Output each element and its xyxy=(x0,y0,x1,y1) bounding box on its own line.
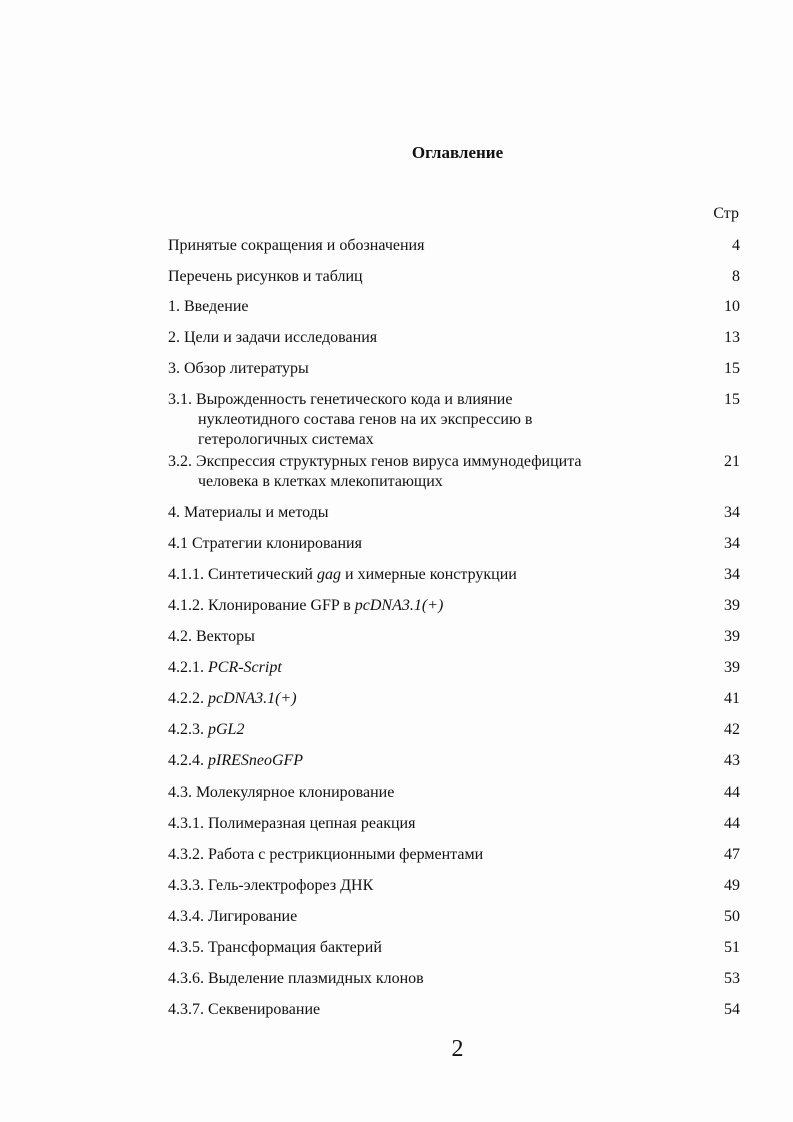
toc-entry-label: 2. Цели и задачи исследования xyxy=(168,329,378,346)
toc-entry-label: Принятые сокращения и обозначения xyxy=(168,237,425,254)
toc-entry-page: 53 xyxy=(724,970,740,987)
toc-entry-label: 4.1 Стратегии клонирования xyxy=(168,535,362,552)
toc-entry xyxy=(168,689,740,709)
toc-entry xyxy=(168,452,740,492)
toc-entry-page: 44 xyxy=(724,815,740,832)
toc-entry-continuation: нуклеотидного состава генов на их экспрессию в xyxy=(198,411,533,428)
toc-entry xyxy=(168,658,740,678)
toc-entry-label-italic: pGL2 xyxy=(208,721,245,738)
toc-entry xyxy=(168,938,740,958)
toc-entry xyxy=(168,297,740,317)
toc-entry-page: 15 xyxy=(724,391,740,408)
toc-entry-page: 42 xyxy=(724,721,740,738)
toc-entry-label-text: 4.1.2. Клонирование GFP в xyxy=(168,597,355,614)
toc-entry-page: 13 xyxy=(724,329,740,346)
toc-entry-label-text: 4.1.1. Синтетический xyxy=(168,566,317,583)
toc-entry xyxy=(168,596,740,616)
toc-entry-label: 4.3.3. Гель-электрофорез ДНК xyxy=(168,877,374,894)
toc-entry-label-italic: gag xyxy=(317,566,341,583)
toc-entry-page: 49 xyxy=(724,877,740,894)
toc-entry xyxy=(168,814,740,834)
toc-entry-page: 50 xyxy=(724,908,740,925)
toc-entry-label: 1. Введение xyxy=(168,298,249,315)
toc-entry-label: 4.3.5. Трансформация бактерий xyxy=(168,939,382,956)
page-title: Оглавление xyxy=(411,143,504,162)
toc-entry xyxy=(168,328,740,348)
toc-entry-label-italic: pcDNA3.1(+) xyxy=(354,597,444,614)
toc-entry-page: 47 xyxy=(724,846,740,863)
toc-entry-page: 51 xyxy=(724,939,740,956)
toc-entry-page: 39 xyxy=(724,597,740,614)
toc-entry-label: 3.2. Экспрессия структурных генов вируса иммунодефицита xyxy=(168,453,582,470)
page-number: 2 xyxy=(451,1036,464,1062)
toc-entry xyxy=(168,751,740,771)
toc-entry-page: 41 xyxy=(724,690,740,707)
toc-entry xyxy=(168,783,740,803)
toc-entry xyxy=(168,267,740,287)
toc-entry-page: 54 xyxy=(724,1001,740,1018)
toc-entry-page: 4 xyxy=(732,237,740,254)
toc-entry xyxy=(168,503,740,523)
toc-entry xyxy=(168,1000,740,1020)
toc-entry-page: 21 xyxy=(724,453,740,470)
toc-entry-label xyxy=(168,565,740,585)
toc-entry-label: 4.3.1. Полимеразная цепная реакция xyxy=(168,815,416,832)
toc-entry-page: 39 xyxy=(724,659,740,676)
toc-entry xyxy=(168,390,740,450)
toc-entry-label: 3. Обзор литературы xyxy=(168,360,309,377)
toc-entry-label: 4.3. Молекулярное клонирование xyxy=(168,784,395,801)
toc-entry-label-text: 4.2.4. xyxy=(168,752,208,769)
toc-entry-page: 34 xyxy=(724,504,740,521)
toc-entry-label: 4. Материалы и методы xyxy=(168,504,329,521)
toc-entry-page: 10 xyxy=(724,298,740,315)
toc-entry xyxy=(168,565,740,585)
toc-entry-label xyxy=(168,596,740,616)
toc-entry-label-text: и химерные конструкции xyxy=(341,566,517,583)
toc-entry-label xyxy=(168,751,740,771)
toc-entry-label: 3.1. Вырожденность генетического кода и влияние xyxy=(168,391,513,408)
toc-entry-continuation: человека в клетках млекопитающих xyxy=(198,473,443,490)
toc-entry-label: Перечень рисунков и таблиц xyxy=(168,268,363,285)
toc-entry-label xyxy=(168,689,740,709)
toc-entry-page: 34 xyxy=(724,535,740,552)
toc-entry-label-italic: pcDNA3.1(+) xyxy=(208,690,297,707)
toc-entry xyxy=(168,907,740,927)
toc-entry-page: 43 xyxy=(724,752,740,769)
toc-entry xyxy=(168,534,740,554)
toc-entry-label: 4.3.2. Работа с рестрикционными ферментами xyxy=(168,846,484,863)
toc-entry-label-italic: PCR-Script xyxy=(208,659,282,676)
toc-entry-label-text: 4.2.2. xyxy=(168,690,208,707)
toc-entry-page: 15 xyxy=(724,360,740,377)
toc-entry-page: 8 xyxy=(732,268,740,285)
toc-entry-label: 4.2. Векторы xyxy=(168,628,255,645)
toc-entry-label: 4.3.6. Выделение плазмидных клонов xyxy=(168,970,424,987)
toc-entry xyxy=(168,236,740,256)
page-column-header: Стр xyxy=(713,205,739,222)
toc-entry xyxy=(168,876,740,896)
toc-entry-label xyxy=(168,720,740,740)
toc-entry-label: 4.3.4. Лигирование xyxy=(168,908,298,925)
toc-entry-label: 4.3.7. Секвенирование xyxy=(168,1001,321,1018)
toc-entry xyxy=(168,969,740,989)
toc-entry xyxy=(168,359,740,379)
toc-entry xyxy=(168,627,740,647)
toc-entry-page: 44 xyxy=(724,784,740,801)
toc-entry-page: 34 xyxy=(724,566,740,583)
toc-entry-continuation: гетерологичных системах xyxy=(198,431,374,448)
toc-entry xyxy=(168,720,740,740)
toc-entry-label-italic: pIRESneoGFP xyxy=(208,752,304,769)
toc-entry-page: 39 xyxy=(724,628,740,645)
toc-entry-label xyxy=(168,658,740,678)
toc-entry xyxy=(168,845,740,865)
toc-entry-label-text: 4.2.1. xyxy=(168,659,208,676)
toc-entry-label-text: 4.2.3. xyxy=(168,721,208,738)
